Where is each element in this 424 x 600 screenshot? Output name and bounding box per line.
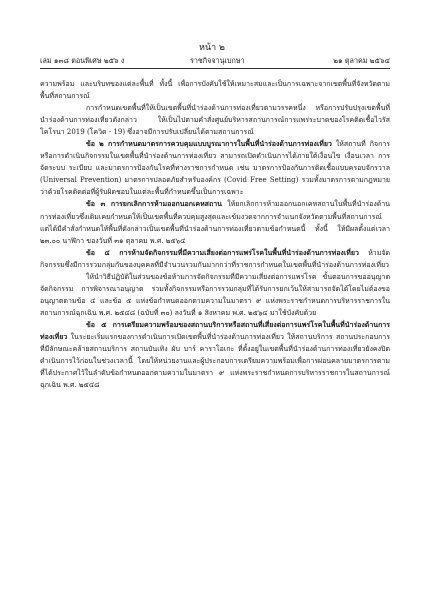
paragraph [40,271,390,319]
gazette-title: ราชกิจจานุเบกษา [190,56,245,65]
publication-date: ๒๑ ตุลาคม ๒๕๖๔ [333,56,390,65]
header-rule [40,68,390,69]
paragraph-continuation [40,78,390,102]
clause-heading: ข้อ ๔ การห้ามจัดกิจกรรมที่มีความเสี่ยงต่อการแพร่โรคในพื้นที่นำร่องด้านการท่องเที่ยว [86,247,359,257]
clause-text: ในระยะเริ่มแรกของการดำเนินการเปิดเขตพื้นที่นำร่องด้านการท่องเที่ยว ให้สถานบริการ สถานประกอบการที่มีลักษณะคล้ายสถานบริการ สถานบันเทิง ผับ บาร์ คาราโอเกะ ที่ตั้งอยู่ในเขตพื้นที่นำร่องด้านการท่องเที่ยวยังคงปิดดำเนินการไว้ก่อนในช่วงเวลานี้ โดยให้หน่วยงานและผู้ประกอบการเตรียมความพร้อมเพื่อการผ่อนคลายมาตรการตามที่ได้ประกาศไว้ในลำดับข้อกำหนดออกตามความในมาตรา ๙ แห่งพระราชกำหนดการบริหารราชการในสถานการณ์ฉุกเฉิน พ.ศ. ๒๕๔๘ [40,332,390,390]
clause-text: ให้สถานที่ กิจการ หรือการดำเนินกิจกรรมในเขตพื้นที่นำร่องด้านการท่องเที่ยว สามารถเปิดดำเนินการได้ภายใต้เงื่อนไข เงื่อนเวลา การจัดระบบ ระเบียบ และมาตรการป้องกันโรคที่ทางราชการกำหนด เช่น มาตรการป้องกันการติดเชื้อแบบครอบจักรวาล (Universal Prevention) มาตรการปลอดภัยสำหรับองค์กร (Covid Free Setting) รวมทั้งมาตรการตามกฎหมายว่าด้วยโรคติดต่อที่ผู้รับผิดชอบในแต่ละพื้นที่กำหนดขึ้นเป็นการเฉพาะ [40,140,390,197]
clause-text: ให้ยกเลิกการห้ามออกนอกเคหสถานในพื้นที่นำร่องด้านการท่องเที่ยวซึ่งเดิมเคยกำหนดให้เป็นเขตพื้นที่ควบคุมสูงสุดและเข้มงวดจากการจำแนกจังหวัดตามพื้นที่สถานการณ์ แต่ได้มีคำสั่งกำหนดให้พื้นที่ดังกล่าวเป็นเขตพื้นที่นำร่องด้านการท่องเที่ยวตามข้อกำหนดนี้ ทั้งนี้ ให้มีผลตั้งแต่เวลา ๒๓.๐๐ นาฬิกา ของวันที่ ๓๑ ตุลาคม พ.ศ. ๒๕๖๔ [40,200,390,245]
paragraph [40,102,390,138]
clause-2 [40,138,390,198]
clause-heading: ข้อ ๓ การยกเลิกการห้ามออกนอกเคหสถาน [86,199,222,209]
clause-text: ห้ามจัดกิจกรรมซึ่งมีการรวมกลุ่มกันของบุคคลที่มีจำนวนรวมกันมากกว่าที่ราชการกำหนดในเขตพื้นที่นำร่องด้านการท่องเที่ยว [40,248,390,269]
clause-3 [40,198,390,246]
volume-issue: เล่ม ๑๓๘ ตอนพิเศษ ๒๕๖ ง [40,56,125,65]
clause-heading: ข้อ ๕ การเตรียมความพร้อมของสถานบริการหรือสถานที่เสี่ยงต่อการแพร่โรคในพื้นที่นำร่องด้านการท่องเที่ยว [40,319,390,341]
paragraph-text: การกำหนดเขตพื้นที่ให้เป็นเขตพื้นที่นำร่องด้านการท่องเที่ยวตามวรรคหนึ่ง หรือการปรับปรุงเขตพื้นที่นำร่องด้านการท่องเที่ยวดังกล่าว ให้เป็นไปตามคำสั่งศูนย์บริหารสถานการณ์การแพร่ระบาดของโรคติดเชื้อไวรัสโคโรนา 2019 (โควิด - 19) ซึ่งอาจมีการปรับเปลี่ยนได้ตามสถานการณ์ [40,104,390,137]
paragraph-text: ให้นำวิธีปฏิบัติในส่วนของข้อห้ามการจัดกิจกรรมที่มีความเสี่ยงต่อการแพร่โรค ขั้นตอนการขออนุญาตจัดกิจกรรม การพิจารณาอนุญาต รวมทั้งกิจกรรมหรือการรวมกลุ่มที่ได้รับการยกเว้นให้สามารถจัดได้โดยไม่ต้องขออนุญาตตามข้อ ๔ และข้อ ๕ แห่งข้อกำหนดออกตามความในมาตรา ๙ แห่งพระราชกำหนดการบริหารราชการในสถานการณ์ฉุกเฉิน พ.ศ. ๒๕๔๘ (ฉบับที่ ๓๐) ลงวันที่ ๑ สิงหาคม พ.ศ. ๒๕๖๔ มาใช้บังคับด้วย [40,272,390,317]
gazette-header [40,56,390,68]
clause-4 [40,247,390,271]
document-body [40,78,390,391]
clause-5 [40,319,390,391]
paragraph-text: ความพร้อม และบริบทของแต่ละพื้นที่ ทั้งนี้ เพื่อการบังคับใช้ให้เหมาะสมและเป็นการเฉพาะจากเขตพื้นที่จังหวัดตามพื้นที่สถานการณ์ [40,80,390,101]
clause-heading: ข้อ ๒ การกำหนดมาตรการควบคุมแบบบูรณาการในพื้นที่นำร่องด้านการท่องเที่ยว [86,139,332,149]
page-number: หน้า ๒ [199,43,225,53]
